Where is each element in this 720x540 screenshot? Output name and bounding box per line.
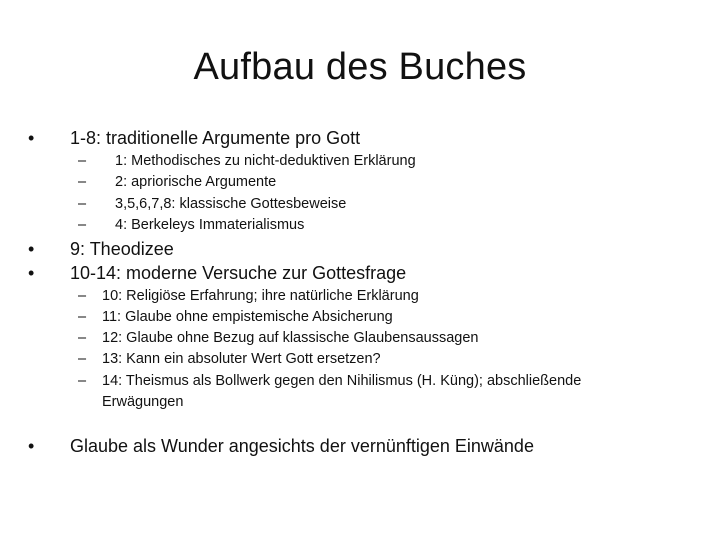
bullet-icon: • [28, 263, 35, 283]
dash-icon: – [78, 174, 87, 190]
bullet-text: 9: Theodizee [70, 239, 174, 259]
bullet-item [28, 434, 534, 458]
bullet-item [28, 261, 406, 285]
sub-text: 12: Glaube ohne Bezug auf klassische Glaubensaussagen [102, 330, 479, 346]
dash-icon: – [78, 330, 87, 346]
slide-title: Aufbau des Buches [193, 46, 527, 88]
dash-icon: – [78, 153, 87, 169]
dash-icon: – [78, 217, 87, 233]
dash-icon: – [78, 309, 87, 325]
dash-icon: – [78, 196, 87, 212]
sub-text: 2: apriorische Argumente [115, 174, 277, 190]
dash-icon: – [78, 373, 87, 389]
bullet-text: 10-14: moderne Versuche zur Gottesfrage [70, 263, 407, 283]
bullet-text: 1-8: traditionelle Argumente pro Gott [70, 128, 361, 148]
dash-icon: – [78, 288, 87, 304]
bullet-text: Glaube als Wunder angesichts der vernünftigen Einwände [70, 436, 534, 456]
sub-text: 3,5,6,7,8: klassische Gottesbeweise [115, 196, 347, 212]
sub-text: 1: Methodisches zu nicht-deduktiven Erklärung [115, 153, 416, 169]
sub-text: 10: Religiöse Erfahrung; ihre natürliche Erklärung [102, 288, 419, 304]
bullet-icon: • [28, 239, 35, 259]
sub-text: 11: Glaube ohne empistemische Absicherung [102, 309, 393, 325]
sub-text: 14: Theismus als Bollwerk gegen den Nihilismus (H. Küng); abschließende Erwägungen [102, 373, 582, 410]
dash-icon: – [78, 351, 87, 367]
bullet-item [28, 126, 360, 150]
bullet-icon: • [28, 128, 35, 148]
bullet-icon: • [28, 436, 35, 456]
sub-text: 13: Kann ein absoluter Wert Gott ersetzen? [102, 351, 381, 367]
sub-text: 4: Berkeleys Immaterialismus [115, 217, 305, 233]
bullet-item [28, 237, 174, 261]
